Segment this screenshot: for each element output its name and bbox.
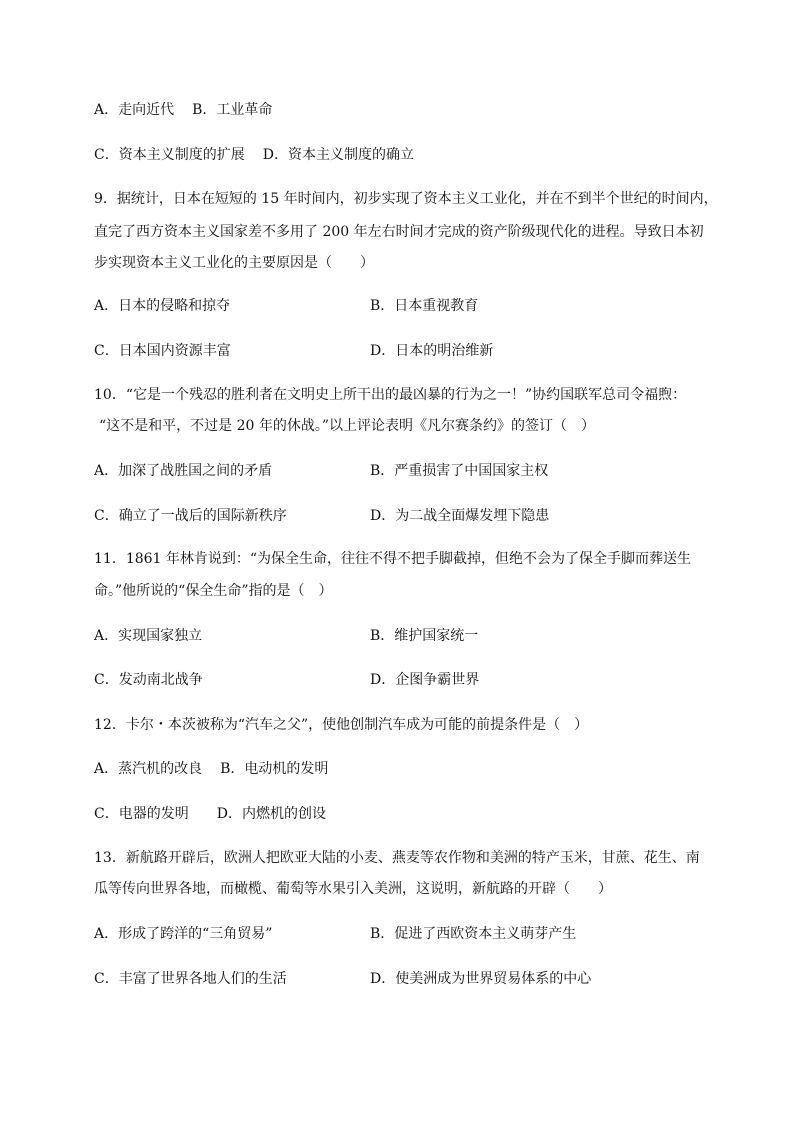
q10-option-b: B．严重损害了中国国家主权 xyxy=(370,463,549,479)
q9-option-d: D．日本的明治维新 xyxy=(370,343,494,359)
q12-options-row1 xyxy=(94,759,328,779)
q12-options-row2 xyxy=(94,804,326,824)
q9-stem-line3: 步实现资本主义工业化的主要原因是（ ） xyxy=(94,255,374,271)
q12-option-d: D．内燃机的创设 xyxy=(216,806,326,822)
q12-option-c: C．电器的发明 xyxy=(94,806,189,822)
q13-option-d: D．使美洲成为世界贸易体系的中心 xyxy=(370,971,592,987)
q12-stem-line1: 12．卡尔・本茨被称为“汽车之父”，使他创制汽车成为可能的前提条件是（ ） xyxy=(94,717,589,733)
q12-option-a: A．蒸汽机的改良 xyxy=(94,761,203,777)
q13-stem-line1: 13．新航路开辟后，欧洲人把欧亚大陆的小麦、燕麦等农作物和美洲的特产玉米，甘蔗、花生、南 xyxy=(94,850,700,866)
q11-option-a: A．实现国家独立 xyxy=(94,628,203,644)
q11-option-d: D．企图争霸世界 xyxy=(370,672,480,688)
q10-option-a: A．加深了战胜国之间的矛盾 xyxy=(94,463,273,479)
q11-stem-line1: 11．1861 年林肯说到：“为保全生命，往往不得不把手脚截掉，但绝不会为了保全手脚而葬送生 xyxy=(94,551,692,567)
q9-option-c: C．日本国内资源丰富 xyxy=(94,343,231,359)
q13-option-c: C．丰富了世界各地人们的生活 xyxy=(94,971,287,987)
q10-stem-line1: 10．“它是一个残忍的胜利者在文明史上所干出的最凶暴的行为之一！”协约国联军总司令福煦： xyxy=(94,387,687,403)
q11-option-b: B．维护国家统一 xyxy=(370,628,479,644)
q8-option-d: D．资本主义制度的确立 xyxy=(262,147,414,163)
q8-options-row2 xyxy=(94,145,414,165)
q8-option-b: B．工业革命 xyxy=(192,102,273,118)
q9-option-a: A．日本的侵略和掠夺 xyxy=(94,298,231,314)
q13-stem-line2: 瓜等传向世界各地，而橄榄、葡萄等水果引入美洲，这说明，新航路的开辟（ ） xyxy=(94,881,612,897)
q8-options-row1 xyxy=(94,100,272,120)
q10-option-c: C．确立了一战后的国际新秩序 xyxy=(94,508,287,524)
q11-stem-line2: 命。”他所说的“保全生命”指的是（ ） xyxy=(94,583,333,599)
q13-option-a: A．形成了跨洋的“三角贸易” xyxy=(94,926,273,942)
q13-option-b: B．促进了西欧资本主义萌芽产生 xyxy=(370,926,577,942)
q9-stem-line2: 直完了西方资本主义国家差不多用了 200 年左右时间才完成的资产阶级现代化的进程。导致日本初 xyxy=(94,224,704,240)
q12-option-b: B．电动机的发明 xyxy=(220,761,329,777)
q8-option-c: C．资本主义制度的扩展 xyxy=(94,147,245,163)
q10-stem-line2: “这不是和平，不过是 20 年的休战。”以上评论表明《凡尔赛条约》的签订（ ） xyxy=(99,418,596,434)
q8-option-a: A．走向近代 xyxy=(94,102,175,118)
q10-option-d: D．为二战全面爆发埋下隐患 xyxy=(370,508,550,524)
q9-stem-line1: 9．据统计，日本在短短的 15 年时间内，初步实现了资本主义工业化，并在不到半个世纪的时间内， xyxy=(94,191,718,207)
q11-option-c: C．发动南北战争 xyxy=(94,672,203,688)
q9-option-b: B．日本重视教育 xyxy=(370,298,479,314)
